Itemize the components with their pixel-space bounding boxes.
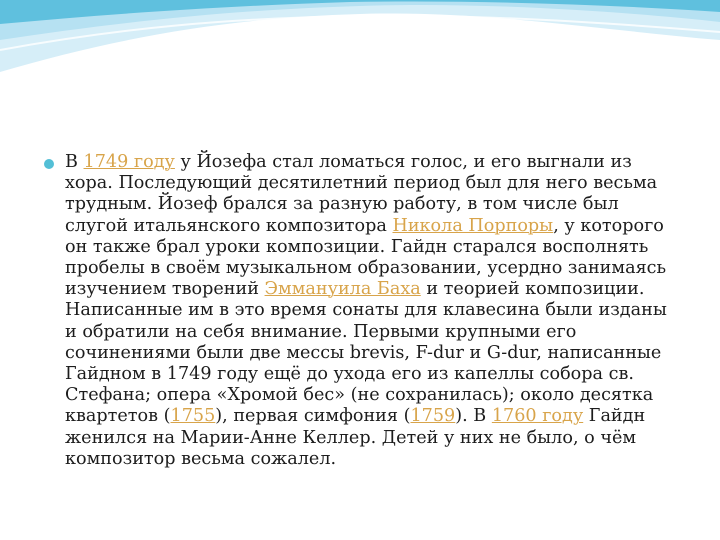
text-segment: ). В: [455, 406, 492, 427]
header-wave-decoration: [0, 0, 720, 90]
bullet-icon: [44, 159, 54, 169]
link-emanuel-bach[interactable]: Эммануила Баха: [264, 279, 421, 300]
link-porpora[interactable]: Никола Порпоры: [392, 215, 554, 236]
text-segment: и теорией композиции. Написанные им в это время сонаты для клавесина были изданы и обратили на себя внимание. Первыми крупными его сочинениями были две мессы brevis, F-dur и G-dur, написанные Гайдном в 1749 году ещё до ухода его из капеллы собора св. Стефана; опера «Хромой бес» (не сохранилась); около десятка квартетов (: [65, 279, 667, 427]
link-1749[interactable]: 1749 году: [83, 152, 175, 172]
text-segment: , у которого он также брал уроки композиции. Гайдн старался восполнять пробелы в своём музыкальном образовании, усердно занимаясь изучением творений: [65, 215, 667, 300]
link-1755[interactable]: 1755: [170, 406, 216, 427]
link-1760[interactable]: 1760 году: [491, 406, 584, 427]
link-1759[interactable]: 1759: [410, 406, 456, 427]
bullet-paragraph: [44, 152, 684, 470]
slide-body: [44, 152, 684, 470]
text-segment: В: [65, 152, 84, 172]
text-segment: ), первая симфония (: [215, 406, 411, 427]
text-segment: у Йозефа стал ломаться голос, и его выгнали из хора. Последующий десятилетний период был для него весьма трудным. Йозеф брался за разную работу, в том числе был слугой итальянского композитора: [65, 152, 658, 236]
text-segment: Гайдн женился на Марии-Анне Келлер. Детей у них не было, о чём композитор весьма сожалел.: [65, 406, 646, 469]
